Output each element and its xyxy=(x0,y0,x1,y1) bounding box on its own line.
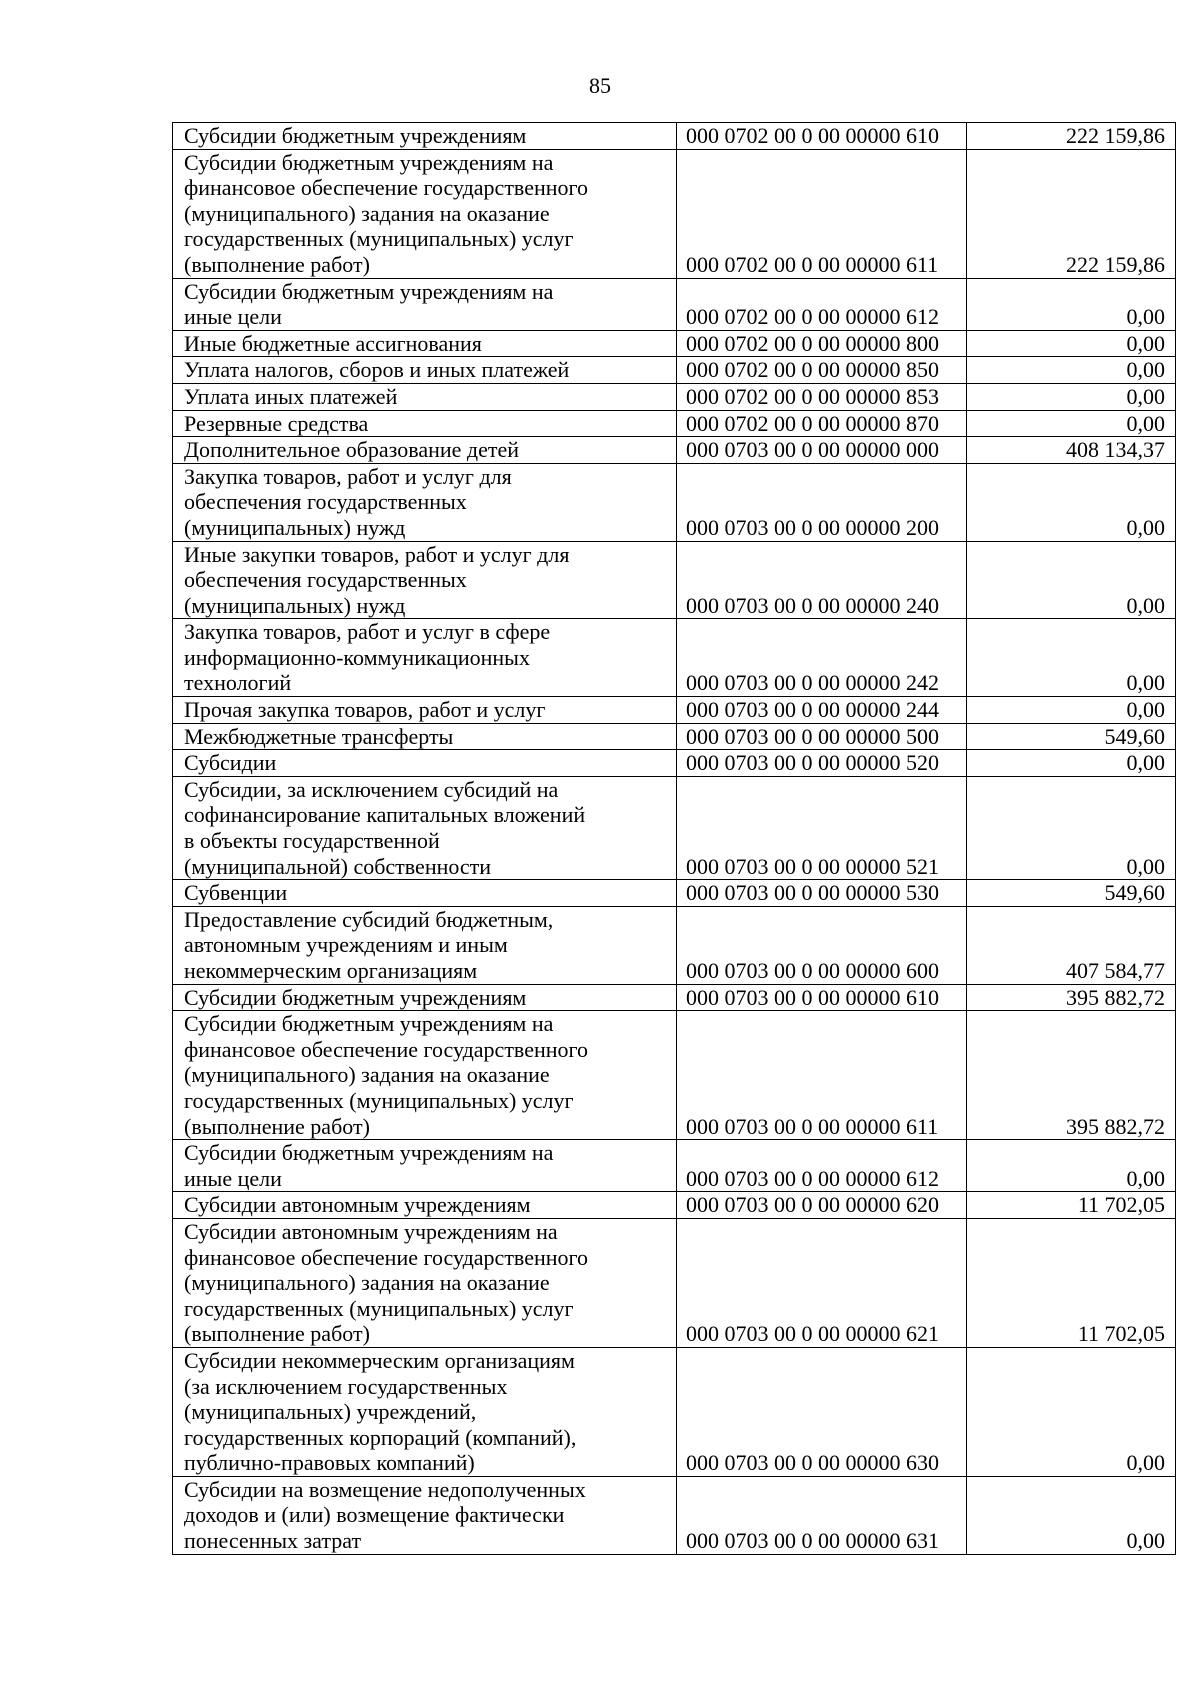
row-name: Прочая закупка товаров, работ и услуг xyxy=(173,697,677,724)
row-code: 000 0703 00 0 00 00000 621 xyxy=(677,1218,967,1347)
row-name: Субсидии некоммерческим организациям (за исключением государственных (муниципальных) учреждений, государственных корпораций (компаний), публично-правовых компаний) xyxy=(173,1347,677,1476)
row-amount: 395 882,72 xyxy=(967,984,1176,1011)
row-code: 000 0703 00 0 00 00000 631 xyxy=(677,1476,967,1554)
row-amount: 0,00 xyxy=(967,697,1176,724)
row-amount: 549,60 xyxy=(967,880,1176,907)
row-name: Межбюджетные трансферты xyxy=(173,723,677,750)
row-code: 000 0703 00 0 00 00000 000 xyxy=(677,437,967,464)
table-row xyxy=(173,149,1176,278)
row-name: Субсидии бюджетным учреждениям на финансовое обеспечение государственного (муниципального) задания на оказание государственных (муниципальных) услуг (выполнение работ) xyxy=(173,149,677,278)
row-name: Субсидии бюджетным учреждениям xyxy=(173,123,677,150)
row-code: 000 0703 00 0 00 00000 242 xyxy=(677,619,967,697)
row-code: 000 0703 00 0 00 00000 200 xyxy=(677,463,967,541)
row-amount: 11 702,05 xyxy=(967,1192,1176,1219)
table-row xyxy=(173,437,1176,464)
row-amount: 0,00 xyxy=(967,776,1176,879)
table-row xyxy=(173,1011,1176,1140)
row-amount: 0,00 xyxy=(967,1347,1176,1476)
row-name: Закупка товаров, работ и услуг для обеспечения государственных (муниципальных) нужд xyxy=(173,463,677,541)
row-amount: 0,00 xyxy=(967,383,1176,410)
row-code: 000 0702 00 0 00 00000 612 xyxy=(677,278,967,330)
row-amount: 549,60 xyxy=(967,723,1176,750)
row-code: 000 0703 00 0 00 00000 630 xyxy=(677,1347,967,1476)
row-name: Иные бюджетные ассигнования xyxy=(173,330,677,357)
row-code: 000 0702 00 0 00 00000 611 xyxy=(677,149,967,278)
row-code: 000 0703 00 0 00 00000 611 xyxy=(677,1011,967,1140)
row-amount: 222 159,86 xyxy=(967,123,1176,150)
row-code: 000 0703 00 0 00 00000 500 xyxy=(677,723,967,750)
row-code: 000 0703 00 0 00 00000 530 xyxy=(677,880,967,907)
table-row xyxy=(173,1192,1176,1219)
row-amount: 395 882,72 xyxy=(967,1011,1176,1140)
table-row xyxy=(173,619,1176,697)
row-code: 000 0703 00 0 00 00000 610 xyxy=(677,984,967,1011)
row-amount: 0,00 xyxy=(967,619,1176,697)
row-code: 000 0702 00 0 00 00000 853 xyxy=(677,383,967,410)
row-name: Уплата налогов, сборов и иных платежей xyxy=(173,357,677,384)
table-row xyxy=(173,750,1176,777)
row-name: Субсидии xyxy=(173,750,677,777)
row-name: Субсидии, за исключением субсидий на софинансирование капитальных вложений в объекты государственной (муниципальной) собственности xyxy=(173,776,677,879)
table-row xyxy=(173,330,1176,357)
row-name: Закупка товаров, работ и услуг в сфере информационно-коммуникационных технологий xyxy=(173,619,677,697)
row-code: 000 0703 00 0 00 00000 612 xyxy=(677,1140,967,1192)
table-row xyxy=(173,123,1176,150)
table-row xyxy=(173,541,1176,619)
row-name: Субсидии на возмещение недополученных доходов и (или) возмещение фактически понесенных затрат xyxy=(173,1476,677,1554)
row-amount: 0,00 xyxy=(967,330,1176,357)
row-amount: 0,00 xyxy=(967,750,1176,777)
row-code: 000 0702 00 0 00 00000 870 xyxy=(677,410,967,437)
row-code: 000 0703 00 0 00 00000 600 xyxy=(677,906,967,984)
row-code: 000 0702 00 0 00 00000 850 xyxy=(677,357,967,384)
table-row xyxy=(173,1476,1176,1554)
row-code: 000 0703 00 0 00 00000 521 xyxy=(677,776,967,879)
table-row xyxy=(173,776,1176,879)
row-amount: 408 134,37 xyxy=(967,437,1176,464)
row-name: Предоставление субсидий бюджетным, автономным учреждениям и иным некоммерческим организациям xyxy=(173,906,677,984)
row-name: Субсидии бюджетным учреждениям на иные цели xyxy=(173,278,677,330)
row-name: Субсидии бюджетным учреждениям на финансовое обеспечение государственного (муниципального) задания на оказание государственных (муниципальных) услуг (выполнение работ) xyxy=(173,1011,677,1140)
row-amount: 11 702,05 xyxy=(967,1218,1176,1347)
row-amount: 0,00 xyxy=(967,278,1176,330)
table-row xyxy=(173,278,1176,330)
row-name: Уплата иных платежей xyxy=(173,383,677,410)
row-name: Иные закупки товаров, работ и услуг для обеспечения государственных (муниципальных) нужд xyxy=(173,541,677,619)
row-code: 000 0702 00 0 00 00000 610 xyxy=(677,123,967,150)
budget-table xyxy=(172,122,1176,1555)
table-row xyxy=(173,410,1176,437)
row-code: 000 0702 00 0 00 00000 800 xyxy=(677,330,967,357)
table-row xyxy=(173,1140,1176,1192)
row-amount: 222 159,86 xyxy=(967,149,1176,278)
row-amount: 0,00 xyxy=(967,357,1176,384)
row-amount: 0,00 xyxy=(967,1140,1176,1192)
table-row xyxy=(173,880,1176,907)
table-row xyxy=(173,984,1176,1011)
row-amount: 0,00 xyxy=(967,463,1176,541)
row-code: 000 0703 00 0 00 00000 520 xyxy=(677,750,967,777)
table-row xyxy=(173,1347,1176,1476)
table-row xyxy=(173,357,1176,384)
row-name: Дополнительное образование детей xyxy=(173,437,677,464)
table-row xyxy=(173,906,1176,984)
row-name: Резервные средства xyxy=(173,410,677,437)
table-row xyxy=(173,1218,1176,1347)
row-code: 000 0703 00 0 00 00000 240 xyxy=(677,541,967,619)
row-name: Субсидии автономным учреждениям на финансовое обеспечение государственного (муниципального) задания на оказание государственных (муниципальных) услуг (выполнение работ) xyxy=(173,1218,677,1347)
table-row xyxy=(173,463,1176,541)
row-name: Субвенции xyxy=(173,880,677,907)
table-row xyxy=(173,697,1176,724)
page-number: 85 xyxy=(589,73,611,98)
row-amount: 407 584,77 xyxy=(967,906,1176,984)
row-name: Субсидии бюджетным учреждениям на иные цели xyxy=(173,1140,677,1192)
row-code: 000 0703 00 0 00 00000 620 xyxy=(677,1192,967,1219)
row-amount: 0,00 xyxy=(967,410,1176,437)
row-code: 000 0703 00 0 00 00000 244 xyxy=(677,697,967,724)
row-name: Субсидии автономным учреждениям xyxy=(173,1192,677,1219)
table-row xyxy=(173,383,1176,410)
row-name: Субсидии бюджетным учреждениям xyxy=(173,984,677,1011)
table-row xyxy=(173,723,1176,750)
row-amount: 0,00 xyxy=(967,541,1176,619)
row-amount: 0,00 xyxy=(967,1476,1176,1554)
